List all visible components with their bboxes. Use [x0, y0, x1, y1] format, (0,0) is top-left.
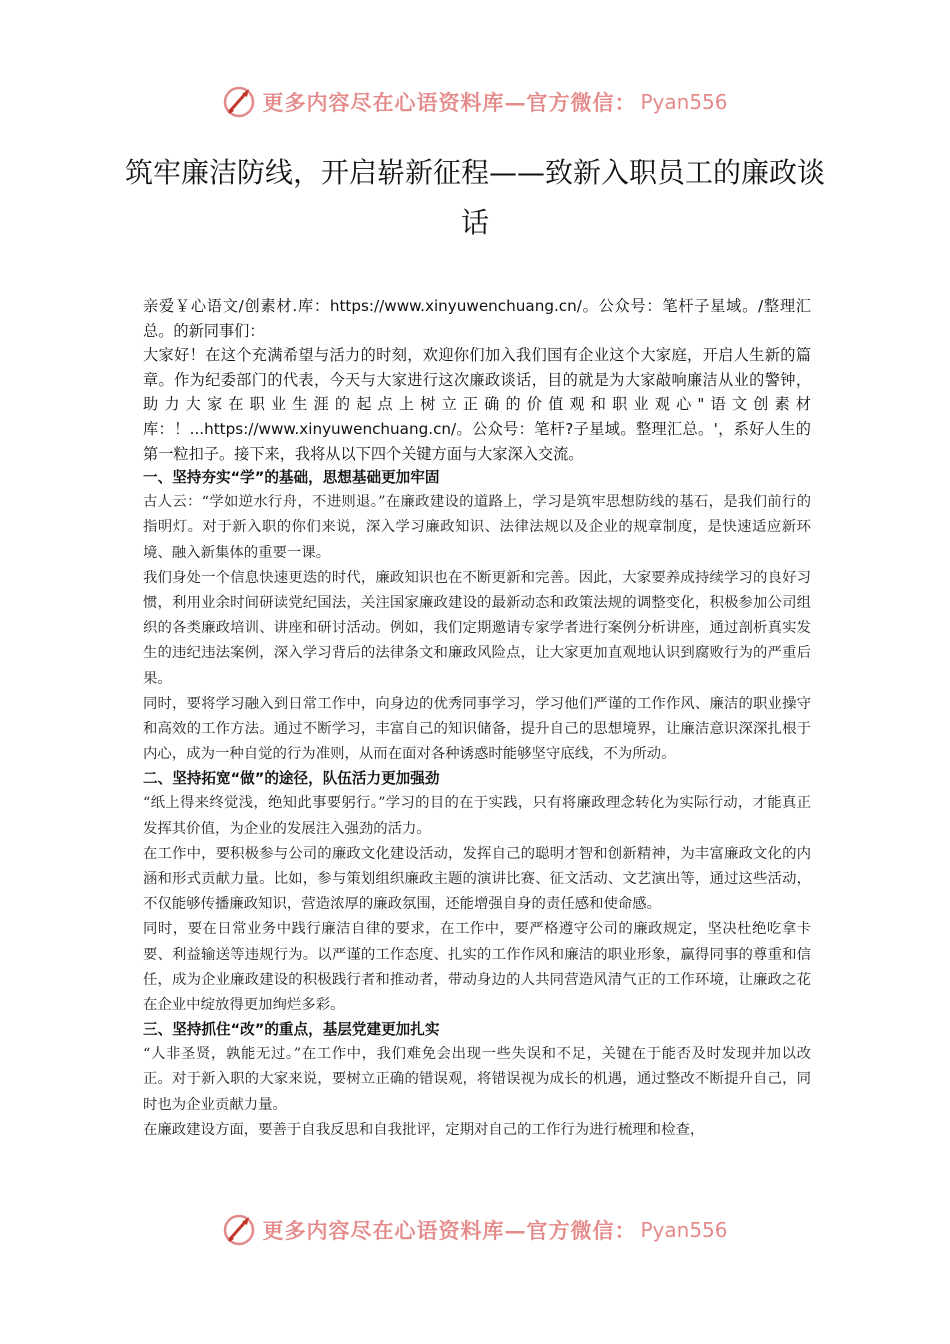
section-2-paragraph-2: 在工作中，要积极参与公司的廉政文化建设活动，发挥自己的聪明才智和创新精神，为丰富廉政文化的内涵和形式贡献力量。比如，参与策划组织廉政主题的演讲比赛、征文活动、文艺演出等，通过这些活动，不仅能够传播廉政知识，营造浓厚的廉政氛围，还能增强自身的责任感和使命感。 [143, 845, 811, 913]
section-heading-3: 三、坚持抓住“改”的重点，基层党建更加扎实 [143, 1021, 440, 1039]
banner-text: 更多内容尽在心语资料库—官方微信： [262, 90, 637, 115]
banner-wechat-id: Pyan556 [640, 90, 728, 114]
header-watermark-banner [0, 82, 950, 122]
banner-wechat-id: Pyan556 [640, 1218, 728, 1242]
brush-logo-icon [222, 1213, 256, 1247]
section-1-paragraph-2: 我们身处一个信息快速更迭的时代，廉政知识也在不断更新和完善。因此，大家要养成持续学习的良好习惯，利用业余时间研读党纪国法，关注国家廉政建设的最新动态和政策法规的调整变化，积极参加公司组织的各类廉政培训、讲座和研讨活动。例如，我们定期邀请专家学者进行案例分析讲座，通过剖析真实发生的违纪违法案例，深入学习背后的法律条文和廉政风险点，让大家更加直观地认识到腐败行为的严重后果。 [143, 569, 811, 687]
intro-paragraph: 大家好！在这个充满希望与活力的时刻，欢迎你们加入我们国有企业这个大家庭，开启人生新的篇章。作为纪委部门的代表，今天与大家进行这次廉政谈话，目的就是为大家敲响廉洁从业的警钟，助力大家在职业生涯的起点上树立正确的价值观和职业观心"语文创素材库：！...https://www.xinyuwenchuang.cn/。公众号：笔杆?子星域。整理汇总。'，系好人生的第一粒扣子。接下来，我将从以下四个关键方面与大家深入交流。 [143, 346, 811, 463]
page-title: 筑牢廉洁防线，开启崭新征程——致新入职员工的廉政谈话 [124, 156, 825, 239]
section-3-paragraph-1: “人非圣贤，孰能无过。”在工作中，我们难免会出现一些失误和不足，关键在于能否及时发现并加以改正。对于新入职的大家来说，要树立正确的错误观，将错误视为成长的机遇，通过整改不断提升自己，同时也为企业贡献力量。 [143, 1046, 811, 1113]
section-1-paragraph-1: 古人云：“学如逆水行舟，不进则退。”在廉政建设的道路上，学习是筑牢思想防线的基石，是我们前行的指明灯。对于新入职的你们来说，深入学习廉政知识、法律法规以及企业的规章制度，是快速适应新环境、融入新集体的重要一课。 [143, 494, 811, 561]
section-2-paragraph-3: 同时，要在日常业务中践行廉洁自律的要求，在工作中，要严格遵守公司的廉政规定，坚决杜绝吃拿卡要、利益输送等违规行为。以严谨的工作态度、扎实的工作作风和廉洁的职业形象，赢得同事的尊重和信任，成为企业廉政建设的积极践行者和推动者，带动身边的人共同营造风清气正的工作环境，让廉政之花在企业中绽放得更加绚烂多彩。 [143, 921, 811, 1014]
document-body [143, 294, 811, 1143]
section-3-paragraph-2: 在廉政建设方面，要善于自我反思和自我批评，定期对自己的工作行为进行梳理和检查， [143, 1121, 705, 1138]
footer-watermark-banner [0, 1210, 950, 1250]
banner-text: 更多内容尽在心语资料库—官方微信： [262, 1218, 637, 1243]
section-1-paragraph-3: 同时，要将学习融入到日常工作中，向身边的优秀同事学习，学习他们严谨的工作作风、廉洁的职业操守和高效的工作方法。通过不断学习，丰富自己的知识储备，提升自己的思想境界，让廉洁意识深深扎根于内心，成为一种自觉的行为准则，从而在面对各种诱惑时能够坚守底线，不为所动。 [143, 695, 811, 763]
brush-logo-icon [222, 85, 256, 119]
intro-salutation: 亲爱￥心语文/创素材.库：https://www.xinyuwenchuang.cn/。公众号：笔杆子星域。/整理汇总。的新同事们： [143, 297, 811, 340]
section-heading-2: 二、坚持拓宽“做”的途径，队伍活力更加强劲 [143, 770, 440, 788]
section-2-paragraph-1: “纸上得来终觉浅，绝知此事要躬行。”学习的目的在于实践，只有将廉政理念转化为实际行动，才能真正发挥其价值，为企业的发展注入强劲的活力。 [143, 795, 811, 837]
section-heading-1: 一、坚持夯实“学”的基础，思想基础更加牢固 [143, 469, 440, 487]
